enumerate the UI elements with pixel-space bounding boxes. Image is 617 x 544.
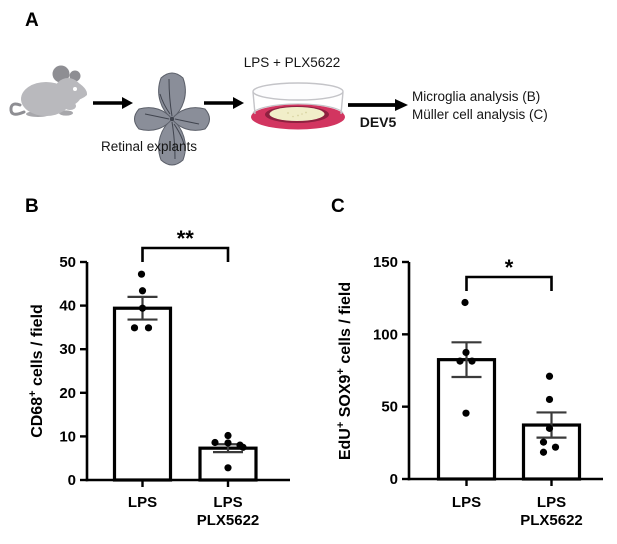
panel-b-label: B	[25, 196, 39, 217]
y-axis-label: CD68+ cells / field	[27, 304, 46, 438]
y-tick-label: 40	[59, 297, 76, 315]
data-point	[540, 449, 547, 456]
data-point	[540, 439, 547, 446]
panel-B-chart	[25, 196, 290, 529]
y-tick-label: 50	[59, 254, 76, 271]
data-point	[139, 305, 146, 312]
x-category-label: LPS	[213, 494, 243, 511]
data-point	[224, 439, 231, 446]
retinal-explants-caption: Retinal explants	[100, 139, 198, 154]
x-category-label: PLX5622	[520, 512, 583, 529]
data-point	[139, 287, 146, 294]
x-category-label: LPS	[536, 494, 567, 511]
data-point	[552, 444, 559, 451]
y-tick-label: 100	[372, 326, 398, 344]
data-point	[224, 432, 231, 439]
analysis-line-muller: Müller cell analysis (C)	[412, 106, 548, 122]
data-point	[468, 357, 475, 364]
data-point	[211, 439, 218, 446]
timepoint-label: DEV5	[359, 114, 397, 130]
data-point	[456, 357, 463, 364]
panel-c-label: C	[331, 196, 345, 217]
data-point	[224, 464, 231, 471]
y-axis-label: EdU+ SOX9+ cells / field	[335, 281, 354, 461]
x-category-label: PLX5622	[196, 512, 260, 529]
data-point	[145, 324, 152, 331]
data-point	[461, 299, 468, 306]
significance-marker: **	[176, 226, 194, 251]
data-point	[239, 444, 246, 451]
y-tick-label: 0	[67, 472, 76, 489]
dish-treatment-label: LPS + PLX5622	[243, 55, 341, 70]
y-tick-label: 20	[59, 384, 76, 402]
data-point	[462, 410, 469, 417]
y-tick-label: 50	[381, 398, 398, 416]
panel-C-chart	[331, 196, 603, 529]
bar-lps	[115, 308, 171, 480]
x-category-label: LPS	[451, 494, 482, 511]
y-tick-label: 10	[59, 428, 76, 446]
data-point	[131, 324, 138, 331]
y-tick-label: 0	[389, 471, 398, 488]
data-point	[462, 349, 469, 356]
analysis-line-microglia: Microglia analysis (B)	[412, 89, 541, 104]
x-category-label: LPS	[127, 494, 158, 511]
panel-a-label: A	[25, 10, 39, 31]
y-tick-label: 30	[59, 341, 76, 359]
data-point	[138, 271, 145, 278]
data-point	[546, 425, 553, 432]
y-tick-label: 150	[372, 254, 398, 271]
data-point	[546, 396, 553, 403]
data-point	[546, 373, 553, 380]
significance-marker: *	[504, 255, 514, 280]
